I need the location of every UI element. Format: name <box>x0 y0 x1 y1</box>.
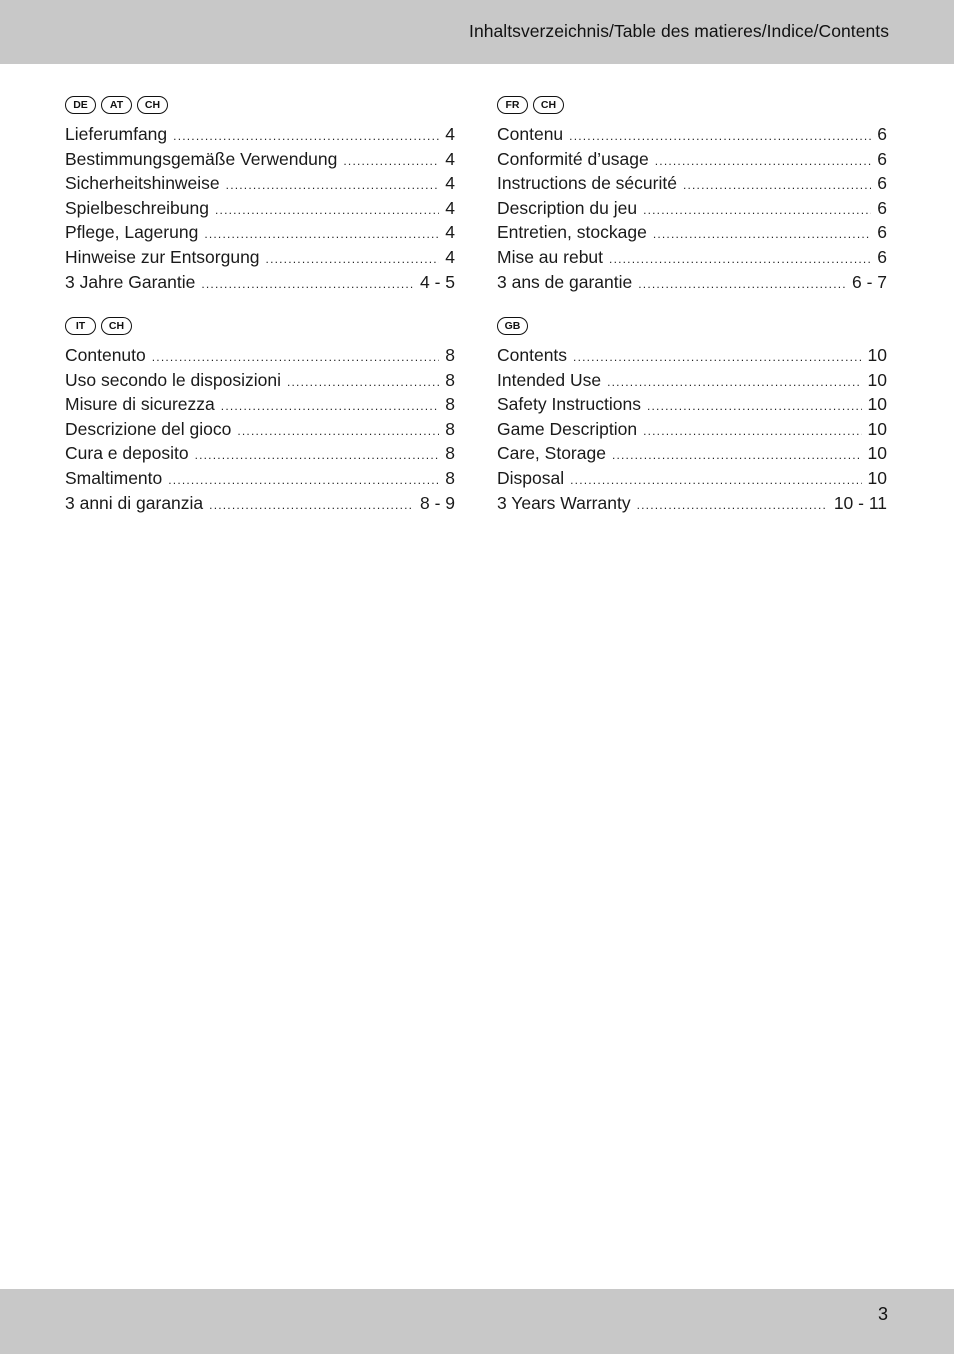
toc-entry <box>65 171 455 196</box>
toc-entry-title: Care, Storage <box>497 443 606 464</box>
toc-entry <box>65 441 455 466</box>
page-title: Inhaltsverzeichnis/Table des matieres/Indice/Contents <box>469 21 889 41</box>
dot-leader <box>647 394 862 419</box>
dot-leader <box>152 345 440 370</box>
toc-entry-title: Lieferumfang <box>65 124 168 144</box>
toc-entry-page: 4 - 5 <box>419 271 455 292</box>
toc-entry <box>497 122 887 147</box>
country-badges <box>65 317 455 337</box>
toc-entry-title: Disposal <box>497 467 565 488</box>
toc-entry-page: 6 <box>877 197 887 218</box>
toc-entry-page: 8 <box>445 443 455 464</box>
toc-entry-page: 6 - 7 <box>851 271 887 292</box>
dot-leader <box>266 247 440 272</box>
dot-leader <box>226 173 440 198</box>
toc-entry <box>497 220 887 245</box>
toc-section-fr <box>497 96 887 294</box>
dot-leader <box>287 370 439 395</box>
country-badges <box>65 96 455 116</box>
dot-leader <box>173 124 439 149</box>
dot-leader <box>573 345 861 370</box>
toc-entry <box>497 466 887 491</box>
toc-entry-page: 6 <box>877 173 887 194</box>
toc-section-gb <box>497 317 887 515</box>
toc-section-it <box>65 317 455 515</box>
toc-entry-title: Bestimmungsgemäße Verwendung <box>65 148 338 169</box>
toc-entry-title: Descrizione del gioco <box>65 418 232 439</box>
dot-leader <box>655 149 872 174</box>
toc-entry-title: 3 Years Warranty <box>497 492 631 513</box>
country-badge: CH <box>101 317 132 335</box>
toc-entry-page: 10 <box>867 418 887 439</box>
header-bar <box>0 0 954 64</box>
toc-entry-title: Contents <box>497 345 568 365</box>
toc-entry <box>65 392 455 417</box>
toc-entry <box>65 245 455 270</box>
toc-entry-title: 3 ans de garantie <box>497 271 633 292</box>
toc-entry <box>497 417 887 442</box>
dot-leader <box>637 493 828 518</box>
toc-entry <box>65 491 455 516</box>
toc-entry-title: Safety Instructions <box>497 394 641 415</box>
toc-entry <box>497 491 887 516</box>
country-badge: IT <box>65 317 96 335</box>
dot-leader <box>343 149 439 174</box>
toc-entry-page: 8 <box>445 345 455 365</box>
toc-entry <box>497 368 887 393</box>
toc-entry-title: Description du jeu <box>497 197 638 218</box>
dot-leader <box>638 272 846 297</box>
toc-entry-page: 10 <box>867 369 887 390</box>
toc-entry <box>65 122 455 147</box>
country-badge: FR <box>497 96 528 114</box>
country-badges <box>497 96 887 116</box>
toc-entry-title: Misure di sicurezza <box>65 394 215 415</box>
toc-entry-page: 4 <box>445 148 455 169</box>
toc-entry <box>65 270 455 295</box>
dot-leader <box>201 272 414 297</box>
country-badge: DE <box>65 96 96 114</box>
dot-leader <box>237 419 439 444</box>
country-badge: GB <box>497 317 528 335</box>
toc-entry-title: Mise au rebut <box>497 246 604 267</box>
toc-entry-title: Contenu <box>497 124 564 144</box>
toc-entry-page: 10 <box>867 394 887 415</box>
toc-entry <box>497 392 887 417</box>
toc-entry-page: 10 <box>867 345 887 365</box>
toc-entry-page: 10 <box>867 443 887 464</box>
toc-entry <box>65 147 455 172</box>
toc-entry-page: 8 - 9 <box>419 492 455 513</box>
dot-leader <box>195 443 440 468</box>
toc-entry-page: 8 <box>445 369 455 390</box>
toc-entry <box>65 368 455 393</box>
toc-entry <box>497 441 887 466</box>
toc-entry <box>497 196 887 221</box>
toc-entry <box>497 343 887 368</box>
toc-entry <box>497 245 887 270</box>
dot-leader <box>209 493 414 518</box>
toc-entry-title: Hinweise zur Entsorgung <box>65 246 260 267</box>
country-badge: AT <box>101 96 132 114</box>
toc-entry-title: Instructions de sécurité <box>497 173 677 194</box>
toc-entry-page: 4 <box>445 197 455 218</box>
toc-entry <box>65 196 455 221</box>
dot-leader <box>569 124 871 149</box>
toc-section-de <box>65 96 455 294</box>
toc-entry-page: 10 - 11 <box>833 492 887 513</box>
toc-entry-title: Sicherheitshinweise <box>65 173 220 194</box>
dot-leader <box>204 222 439 247</box>
toc-entry-title: Contenuto <box>65 345 146 365</box>
toc-entry <box>65 417 455 442</box>
toc-entry-page: 8 <box>445 467 455 488</box>
toc-entry-page: 6 <box>877 148 887 169</box>
toc-entry-page: 4 <box>445 246 455 267</box>
dot-leader <box>168 468 439 493</box>
toc-entry-title: Entretien, stockage <box>497 222 647 243</box>
dot-leader <box>612 443 862 468</box>
dot-leader <box>221 394 439 419</box>
toc-entry-title: Cura e deposito <box>65 443 189 464</box>
toc-entry-page: 8 <box>445 418 455 439</box>
country-badge: CH <box>137 96 168 114</box>
footer-bar <box>0 1289 954 1354</box>
dot-leader <box>643 198 871 223</box>
toc-entry-page: 4 <box>445 173 455 194</box>
toc-entry-title: Game Description <box>497 418 638 439</box>
country-badge: CH <box>533 96 564 114</box>
toc-entry-title: Pflege, Lagerung <box>65 222 199 243</box>
dot-leader <box>215 198 439 223</box>
toc-entry-title: Spielbeschreibung <box>65 197 209 218</box>
toc-entry-title: Smaltimento <box>65 467 163 488</box>
toc-entry <box>497 171 887 196</box>
toc-entry-page: 4 <box>445 124 455 144</box>
dot-leader <box>607 370 861 395</box>
dot-leader <box>609 247 871 272</box>
toc-entry <box>65 343 455 368</box>
toc-entry <box>65 466 455 491</box>
toc-entry-page: 10 <box>867 467 887 488</box>
dot-leader <box>683 173 871 198</box>
toc-entry-page: 8 <box>445 394 455 415</box>
dot-leader <box>653 222 871 247</box>
toc-entry <box>497 147 887 172</box>
toc-entry-title: 3 anni di garanzia <box>65 492 204 513</box>
toc-entry-page: 6 <box>877 246 887 267</box>
toc-entry-page: 6 <box>877 124 887 144</box>
toc-entry-title: Intended Use <box>497 369 602 390</box>
toc-entry-title: Conformité d’usage <box>497 148 649 169</box>
dot-leader <box>570 468 861 493</box>
toc-entry-page: 4 <box>445 222 455 243</box>
country-badges <box>497 317 887 337</box>
toc-entry-title: 3 Jahre Garantie <box>65 271 196 292</box>
toc-entry <box>497 270 887 295</box>
toc-entry-title: Uso secondo le disposizioni <box>65 369 281 390</box>
page-number: 3 <box>877 1304 888 1324</box>
dot-leader <box>643 419 861 444</box>
toc-entry <box>65 220 455 245</box>
toc-entry-page: 6 <box>877 222 887 243</box>
